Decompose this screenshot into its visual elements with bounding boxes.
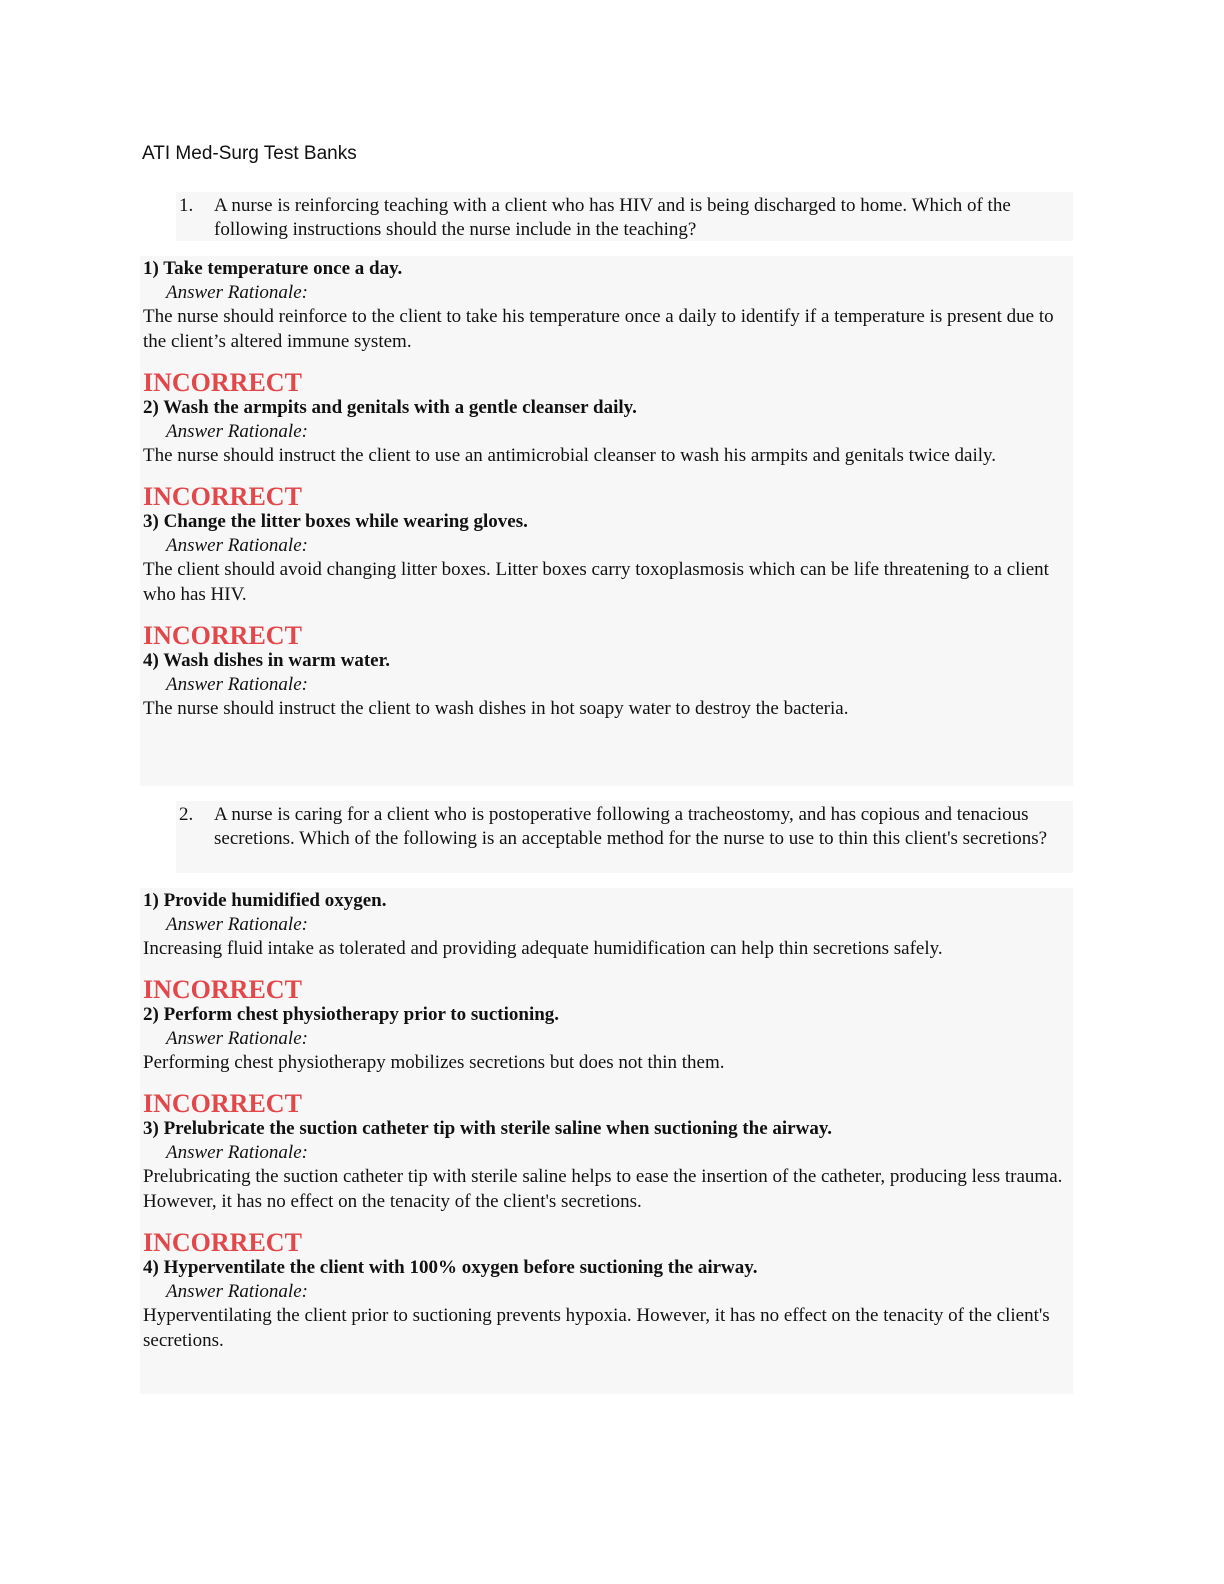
question-number: 1. <box>179 195 194 216</box>
answers-panel-1 <box>140 256 1073 786</box>
answer-title: 2) Wash the armpits and genitals with a gentle cleanser daily. <box>143 397 637 418</box>
answer-title: 3) Prelubricate the suction catheter tip with sterile saline when suctioning the airway. <box>143 1118 833 1139</box>
rationale-text: The client should avoid changing litter boxes. Litter boxes carry toxoplasmosis which can be life threatening to a client who has HIV. <box>143 559 1049 605</box>
question-2 <box>176 801 1073 873</box>
document-title: ATI Med-Surg Test Banks <box>142 143 357 164</box>
answer-option <box>143 975 1063 1075</box>
rationale-text: The nurse should reinforce to the client to take his temperature once a daily to identify if a temperature is present due to the client’s altered immune system. <box>143 306 1054 352</box>
rationale-label: Answer Rationale: <box>166 1142 308 1163</box>
answers-panel-2 <box>140 888 1073 1394</box>
incorrect-label: INCORRECT <box>143 1089 302 1118</box>
rationale-label: Answer Rationale: <box>166 674 308 695</box>
answer-option <box>143 482 1063 607</box>
answer-title: 4) Wash dishes in warm water. <box>143 650 391 671</box>
incorrect-label: INCORRECT <box>143 482 302 511</box>
answer-title: 3) Change the litter boxes while wearing gloves. <box>143 511 528 532</box>
rationale-text: Hyperventilating the client prior to suctioning prevents hypoxia. However, it has no effect on the tenacity of the client's secretions. <box>143 1305 1050 1351</box>
answer-option <box>143 368 1063 468</box>
incorrect-label: INCORRECT <box>143 621 302 650</box>
incorrect-label: INCORRECT <box>143 975 302 1004</box>
incorrect-label: INCORRECT <box>143 368 302 397</box>
answer-title: 1) Take temperature once a day. <box>143 258 403 279</box>
answer-option <box>143 621 1063 721</box>
rationale-text: Increasing fluid intake as tolerated and providing adequate humidification can help thin secretions safely. <box>143 938 943 959</box>
answer-title: 1) Provide humidified oxygen. <box>143 890 387 911</box>
rationale-label: Answer Rationale: <box>166 535 308 556</box>
question-1 <box>176 192 1073 241</box>
question-text: A nurse is caring for a client who is postoperative following a tracheostomy, and has copious and tenacious secretions. Which of the following is an acceptable method for the nurse to use to thin this client's secretions? <box>214 804 1048 849</box>
rationale-text: The nurse should instruct the client to wash dishes in hot soapy water to destroy the bacteria. <box>143 698 849 719</box>
answer-option <box>143 1228 1063 1353</box>
answer-title: 4) Hyperventilate the client with 100% oxygen before suctioning the airway. <box>143 1257 758 1278</box>
rationale-label: Answer Rationale: <box>166 421 308 442</box>
rationale-label: Answer Rationale: <box>166 914 308 935</box>
incorrect-label: INCORRECT <box>143 1228 302 1257</box>
rationale-text: The nurse should instruct the client to use an antimicrobial cleanser to wash his armpits and genitals twice daily. <box>143 445 997 466</box>
question-number: 2. <box>179 804 194 825</box>
answer-option <box>143 889 1063 961</box>
rationale-label: Answer Rationale: <box>166 282 308 303</box>
answer-option <box>143 1089 1063 1214</box>
rationale-label: Answer Rationale: <box>166 1281 308 1302</box>
rationale-text: Prelubricating the suction catheter tip with sterile saline helps to ease the insertion of the catheter, producing less trauma. However, it has no effect on the tenacity of the client's secretions. <box>143 1166 1063 1212</box>
rationale-label: Answer Rationale: <box>166 1028 308 1049</box>
answer-option <box>143 257 1063 354</box>
answer-title: 2) Perform chest physiotherapy prior to suctioning. <box>143 1004 560 1025</box>
rationale-text: Performing chest physiotherapy mobilizes secretions but does not thin them. <box>143 1052 725 1073</box>
question-text: A nurse is reinforcing teaching with a client who has HIV and is being discharged to home. Which of the following instructions should the nurse include in the teaching? <box>214 195 1011 240</box>
